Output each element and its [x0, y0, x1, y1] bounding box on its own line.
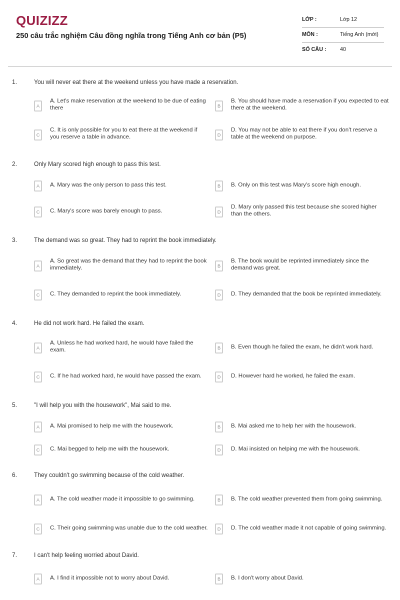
option-a[interactable] — [34, 174, 209, 198]
option-letter-badge: A — [34, 422, 42, 433]
option-letter-badge: B — [215, 422, 223, 433]
option-b[interactable] — [215, 174, 390, 198]
option-text: A. Mary was the only person to pass this test. — [50, 182, 167, 189]
option-a[interactable] — [34, 488, 209, 512]
document-title: 250 câu trắc nghiệm Câu đồng nghĩa trong Tiếng Anh cơ bản (P5) — [16, 31, 247, 40]
option-letter-badge: B — [215, 343, 223, 354]
meta-question-count — [302, 44, 384, 58]
meta-subject — [302, 29, 384, 43]
option-b[interactable] — [215, 488, 390, 512]
page-header — [0, 0, 400, 66]
question-text: I can't help feeling worried about David. — [34, 553, 139, 559]
meta-label: MÔN : — [302, 32, 318, 38]
option-b[interactable] — [215, 336, 390, 360]
option-text: B. Mai asked me to help her with the housework. — [231, 423, 357, 430]
option-b[interactable] — [215, 94, 390, 118]
option-c[interactable] — [34, 200, 209, 224]
option-letter-badge: C — [34, 372, 42, 383]
option-letter-badge: B — [215, 101, 223, 112]
option-letter-badge: D — [215, 524, 223, 535]
option-text: D. Mary only passed this test because she scored higher than the others. — [231, 204, 377, 218]
question-text: He did not work hard. He failed the exam. — [34, 321, 145, 327]
option-a[interactable] — [34, 94, 209, 118]
option-text: D. However hard he worked, he failed the exam. — [231, 373, 356, 380]
option-c[interactable] — [34, 123, 209, 147]
question-text: You will never eat there at the weekend unless you have made a reservation. — [34, 80, 239, 86]
option-text: C. They demanded to reprint the book immediately. — [50, 291, 182, 298]
option-letter-badge: D — [215, 207, 223, 218]
question-number: 3. — [12, 238, 18, 244]
option-c[interactable] — [34, 517, 209, 541]
option-text: B. Only on this test was Mary's score high enough. — [231, 182, 361, 189]
option-letter-badge: B — [215, 261, 223, 272]
option-text: C. Mary's score was barely enough to pass. — [50, 208, 163, 215]
option-a[interactable] — [34, 415, 209, 439]
option-c[interactable] — [34, 365, 209, 389]
option-d[interactable] — [215, 200, 390, 224]
meta-value: 40 — [340, 47, 346, 53]
question-number: 5. — [12, 403, 18, 409]
option-letter-badge: D — [215, 372, 223, 383]
option-text: A. Mai promised to help me with the housework. — [50, 423, 174, 430]
option-letter-badge: C — [34, 524, 42, 535]
header-divider — [8, 66, 392, 67]
option-letter-badge: D — [215, 290, 223, 301]
question-text: Only Mary scored high enough to pass this test. — [34, 162, 161, 168]
option-letter-badge: B — [215, 181, 223, 192]
option-c[interactable] — [34, 283, 209, 307]
option-text: A. Let's make reservation at the weekend to be due of eating there — [50, 98, 206, 112]
option-text: B. I don't worry about David. — [231, 575, 304, 582]
question-number: 1. — [12, 80, 18, 86]
option-text: D. Mai insisted on helping me with the housework. — [231, 446, 360, 453]
option-text: C. Their going swimming was unable due to the cold weather. — [50, 525, 208, 532]
meta-value: Tiếng Anh (mới) — [340, 32, 379, 38]
option-letter-badge: B — [215, 495, 223, 506]
option-letter-badge: B — [215, 574, 223, 585]
option-d[interactable] — [215, 283, 390, 307]
quizizz-logo: QUIZIZZ — [16, 13, 68, 28]
meta-label: LỚP : — [302, 17, 317, 23]
option-letter-badge: C — [34, 130, 42, 141]
option-letter-badge: A — [34, 101, 42, 112]
option-a[interactable] — [34, 336, 209, 360]
option-d[interactable] — [215, 517, 390, 541]
option-text: A. Unless he had worked hard, he would have failed the exam. — [50, 340, 194, 354]
question-number: 4. — [12, 321, 18, 327]
option-letter-badge: A — [34, 261, 42, 272]
option-b[interactable] — [215, 415, 390, 439]
meta-label: SỐ CÂU : — [302, 47, 327, 53]
question-text: They couldn't go swimming because of the cold weather. — [34, 473, 185, 479]
option-text: C. Mai begged to help me with the housework. — [50, 446, 170, 453]
option-d[interactable] — [215, 123, 390, 147]
option-text: A. I find it impossible not to worry about David. — [50, 575, 170, 582]
meta-grade — [302, 14, 384, 28]
option-text: D. The cold weather made it not capable of going swimming. — [231, 525, 387, 532]
option-a[interactable] — [34, 567, 209, 591]
option-text: A. The cold weather made it impossible to go swimming. — [50, 496, 195, 503]
option-letter-badge: C — [34, 445, 42, 456]
option-letter-badge: D — [215, 130, 223, 141]
option-d[interactable] — [215, 438, 390, 462]
option-text: B. Even though he failed the exam, he didn't work hard. — [231, 344, 374, 351]
option-letter-badge: C — [34, 207, 42, 218]
option-letter-badge: D — [215, 445, 223, 456]
question-text: "I will help you with the housework", Mai said to me. — [34, 403, 172, 409]
option-b[interactable] — [215, 254, 390, 278]
option-text: D. They demanded that the book be reprinted immediately. — [231, 291, 382, 298]
option-text: C. If he had worked hard, he would have passed the exam. — [50, 373, 202, 380]
option-text: B. The cold weather prevented them from going swimming. — [231, 496, 383, 503]
question-text: The demand was so great. They had to reprint the book immediately. — [34, 238, 217, 244]
option-a[interactable] — [34, 254, 209, 278]
option-text: B. You should have made a reservation if you expected to eat there at the weekend. — [231, 98, 389, 112]
question-number: 7. — [12, 553, 18, 559]
option-text: B. The book would be reprinted immediately since the demand was great. — [231, 258, 369, 272]
option-letter-badge: A — [34, 495, 42, 506]
option-c[interactable] — [34, 438, 209, 462]
option-letter-badge: A — [34, 343, 42, 354]
option-letter-badge: C — [34, 290, 42, 301]
option-letter-badge: A — [34, 181, 42, 192]
option-text: C. It is only possible for you to eat there at the weekend if you reserve a table in advance. — [50, 127, 198, 141]
option-text: A. So great was the demand that they had to reprint the book immediately. — [50, 258, 207, 272]
question-number: 2. — [12, 162, 18, 168]
option-b[interactable] — [215, 567, 390, 591]
option-d[interactable] — [215, 365, 390, 389]
option-letter-badge: A — [34, 574, 42, 585]
meta-value: Lớp 12 — [340, 17, 358, 23]
option-text: D. You may not be able to eat there if you don't reserve a table at the weekend on purpose. — [231, 127, 378, 141]
question-number: 6. — [12, 473, 18, 479]
